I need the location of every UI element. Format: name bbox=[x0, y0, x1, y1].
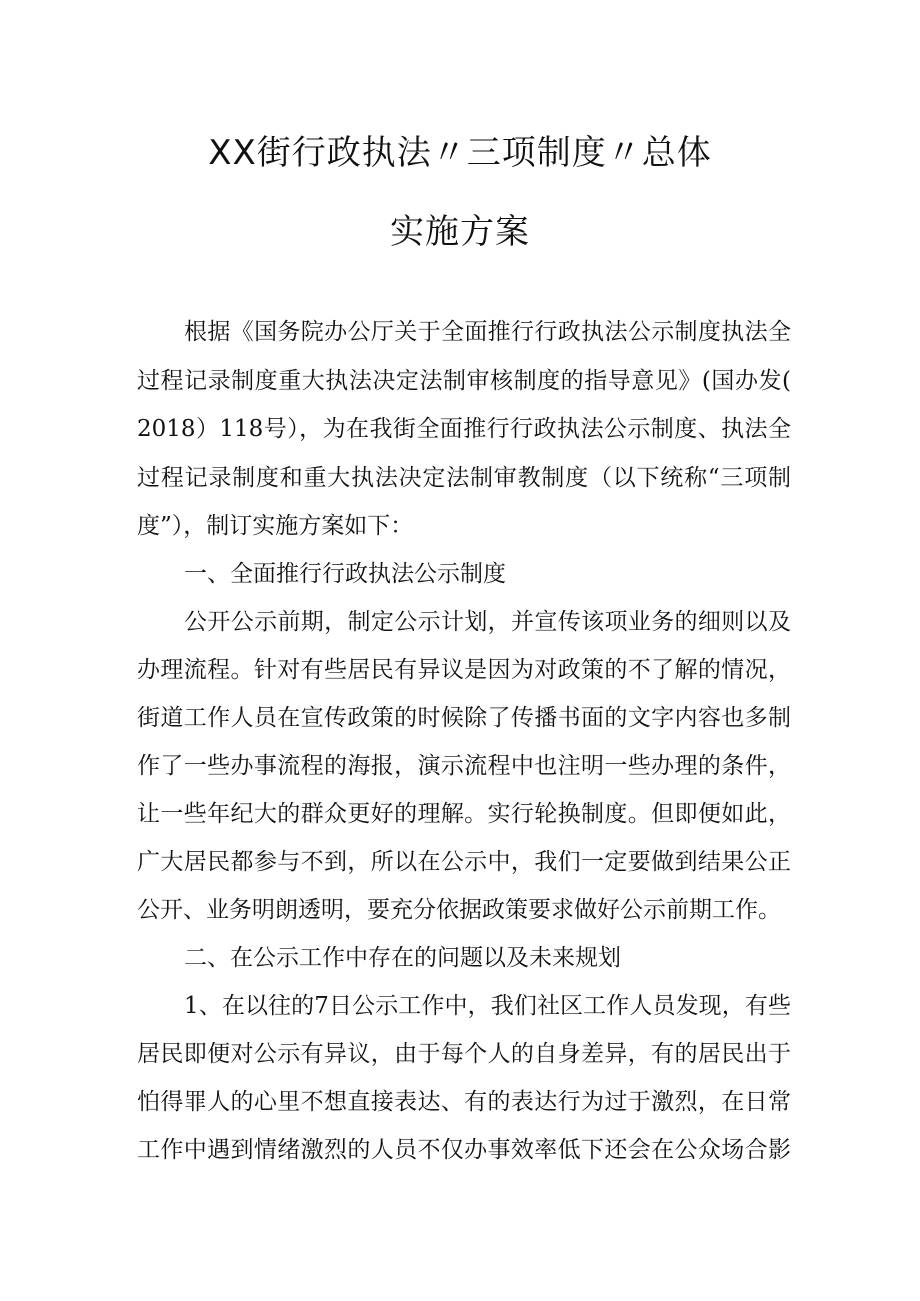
body-line: 怕得罪人的心里不想直接表达、有的表达行为过于激烈，在日常 bbox=[137, 1089, 791, 1115]
section-heading: 一、全面推行行政执法公示制度 bbox=[184, 561, 506, 587]
body-line: 根据《国务院办公厅关于全面推行行政执法公示制度执法全 bbox=[184, 319, 791, 345]
section-heading: 二、在公示工作中存在的问题以及未来规划 bbox=[184, 945, 621, 971]
body-line: 1、在以往的7日公示工作中，我们社区工作人员发现，有些 bbox=[184, 993, 791, 1019]
body-line: 公开、业务明朗透明，要充分依据政策要求做好公示前期工作。 bbox=[137, 897, 781, 923]
document-title-line-1: XX街行政执法〃三项制度〃总体 bbox=[208, 133, 712, 173]
body-line: 居民即便对公示有异议，由于每个人的自身差异，有的居民出于 bbox=[137, 1041, 791, 1067]
body-line: 广大居民都参与不到，所以在公示中，我们一定要做到结果公正 bbox=[137, 849, 791, 875]
body-line: 让一些年纪大的群众更好的理解。实行轮换制度。但即便如此， bbox=[137, 801, 791, 827]
body-line: 公开公示前期，制定公示计划，并宣传该项业务的细则以及 bbox=[184, 609, 791, 635]
body-line: 办理流程。针对有些居民有异议是因为对政策的不了解的情况， bbox=[137, 657, 791, 683]
body-line: 工作中遇到情绪激烈的人员不仅办事效率低下还会在公众场合影 bbox=[137, 1137, 791, 1163]
body-line: 2018）118号），为在我街全面推行行政执法公示制度、执法全 bbox=[137, 416, 791, 442]
body-line: 度”），制订实施方案如下： bbox=[137, 513, 414, 539]
body-line: 过程记录制度和重大执法决定法制审教制度（以下统称“三项制 bbox=[137, 465, 791, 491]
body-line: 街道工作人员在宣传政策的时候除了传播书面的文字内容也多制 bbox=[137, 705, 791, 731]
body-line: 作了一些办事流程的海报，演示流程中也注明一些办理的条件， bbox=[137, 753, 791, 779]
document-title-line-2: 实施方案 bbox=[390, 212, 530, 252]
body-line: 过程记录制度重大执法决定法制审核制度的指导意见》(国办发( bbox=[137, 368, 791, 394]
